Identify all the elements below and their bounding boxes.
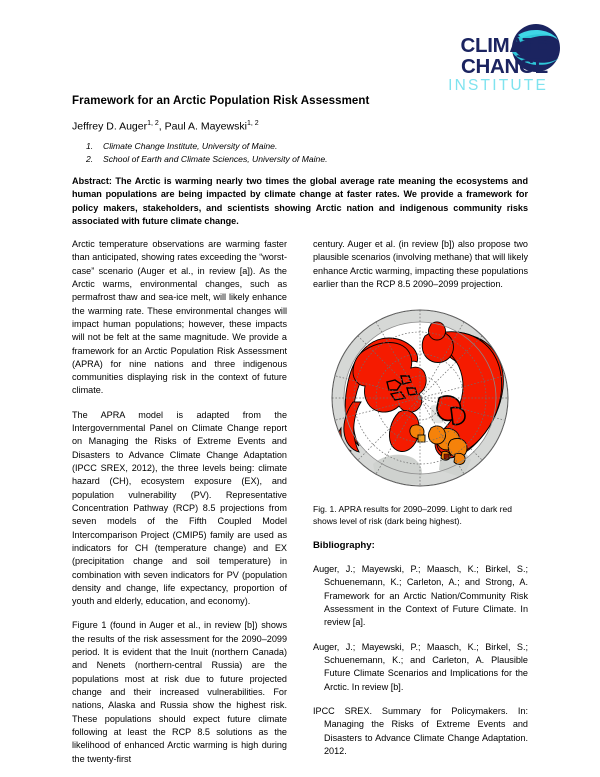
author-affil-sup-1: 1, 2 [147, 120, 159, 127]
affiliation-text: School of Earth and Climate Sciences, University of Maine. [103, 154, 328, 165]
climate-change-institute-logo [372, 22, 562, 96]
affiliation-number: 2. [86, 154, 94, 165]
abstract-paragraph: Abstract: The Arctic is warming nearly two times the global average rate meaning the ecosystems and human populations are being impacted by climate change at faster rates. We provide a framework for policy makers, stakeholders, and scientists showing Arctic nation and indigenous community risks associated with future climate change. [72, 176, 528, 226]
bibliography-entry: IPCC SREX. Summary for Policymakers. In: Managing the Risks of Extreme Events and Disasters to Advance Climate Change Adaptation. 2012. [313, 705, 528, 756]
affiliation-list [86, 140, 328, 166]
author-name-2: Paul A. Mayewski [164, 120, 247, 133]
author-name-1: Jeffrey D. Auger [72, 120, 148, 133]
body-column-left [72, 238, 287, 777]
body-paragraph-1: Arctic temperature observations are warming faster than anticipated, showing rates exceeding the “worst-case” scenario (Auger et al., in review [a]). As the Arctic warms, environmental changes, such as permafrost thaw and sea-ice melt, will likely enhance the warming rate. These environmental changes will impact human populations; however, these impacts will not be felt at the same magnitude. We provide a framework for an Arctic Population Risk Assessment (APRA) for nine nations and three indigenous communities displaying risk in the context of future climate. [72, 239, 287, 396]
affiliation-item [86, 140, 328, 153]
arctic-polar-map [313, 302, 528, 498]
bibliography-heading: Bibliography: [313, 540, 375, 552]
author-affil-sup-2: 1, 2 [246, 120, 259, 127]
logo-line-institute: INSTITUTE [448, 77, 548, 94]
bibliography-entry: Auger, J.; Mayewski, P.; Maasch, K.; Birkel, S.; Schuenemann, K.; and Carleton, A. Plausible Future Climate Scenarios and Implications for the Arctic. In review [b]. [313, 641, 528, 692]
body-paragraph-4: century. Auger et al. (in review [b]) also propose two plausible scenarios (involving methane) that will likely enhance Arctic warming, impacting these populations earlier than the RCP 8.5 2090–2099 projection. [313, 239, 528, 289]
map-region-faroe-orange [428, 426, 445, 444]
author-list [72, 120, 259, 133]
body-column-right [313, 238, 528, 769]
page-title: Framework for an Arctic Population Risk Assessment [72, 95, 370, 107]
figure-1-caption: Fig. 1. APRA results for 2090–2099. Light to dark red shows level of risk (dark being highest). [313, 504, 512, 527]
affiliation-text: Climate Change Institute, University of Maine. [103, 141, 278, 151]
map-region-archipelago-2 [401, 376, 411, 384]
logo-line-change: CHANGE [460, 54, 548, 78]
body-paragraph-3: Figure 1 (found in Auger et al., in review [b]) shows the results of the risk assessment for the 2090–2099 period. It is evident that the Inuit (northern Canada) and Nenets (northern-central Russia) are the populations most at risk due to future projected change and their increased vulnerabilities. For nations, Alaska and Russia show the highest risk. These populations should expect future climate following at least the RCP 8.5 solutions as the likelihood of enhanced Arctic warming is high during the twenty-first [72, 620, 287, 764]
affiliation-item [86, 153, 328, 166]
figure-1-arctic-risk-map [313, 302, 528, 498]
logo-line-climate: CLIMATE [460, 34, 548, 57]
bibliography-entry: Auger, J.; Mayewski, P.; Maasch, K.; Birkel, S.; Schuenemann, K.; Carleton, A.; and Strong, A. Framework for an Arctic Nation/Community Risk Assessment in the Context of Future Climate. In review [a]. [313, 564, 528, 628]
map-region-kola [451, 408, 465, 425]
affiliation-number: 1. [86, 141, 94, 151]
map-contents [332, 310, 508, 486]
body-paragraph-2: The APRA model is adapted from the Intergovernmental Panel on Climate Change report on Managing the Risks of Extreme Events and Disasters to Advance Climate Change Adaptation (IPCC SREX, 2012), the three levels being: climate hazard (CH), ecosystem exposure (EX), and population vulnerability (PV). Representative Concentration Pathway (RCP) 8.5 projections from seven models of the Fifth Coupled Model Intercomparison Project (CMIP5) family are used as indicators for CH (temperature change) and EX (precipitation change and soil temperature) in combination with seven indicators for PV (population density and change, life expectancy, proportion of youth and elderly, education, and economy). [72, 409, 287, 607]
map-marker-orange-square [418, 435, 425, 442]
map-region-svalbard [428, 322, 445, 340]
author-separator: , [158, 120, 165, 133]
